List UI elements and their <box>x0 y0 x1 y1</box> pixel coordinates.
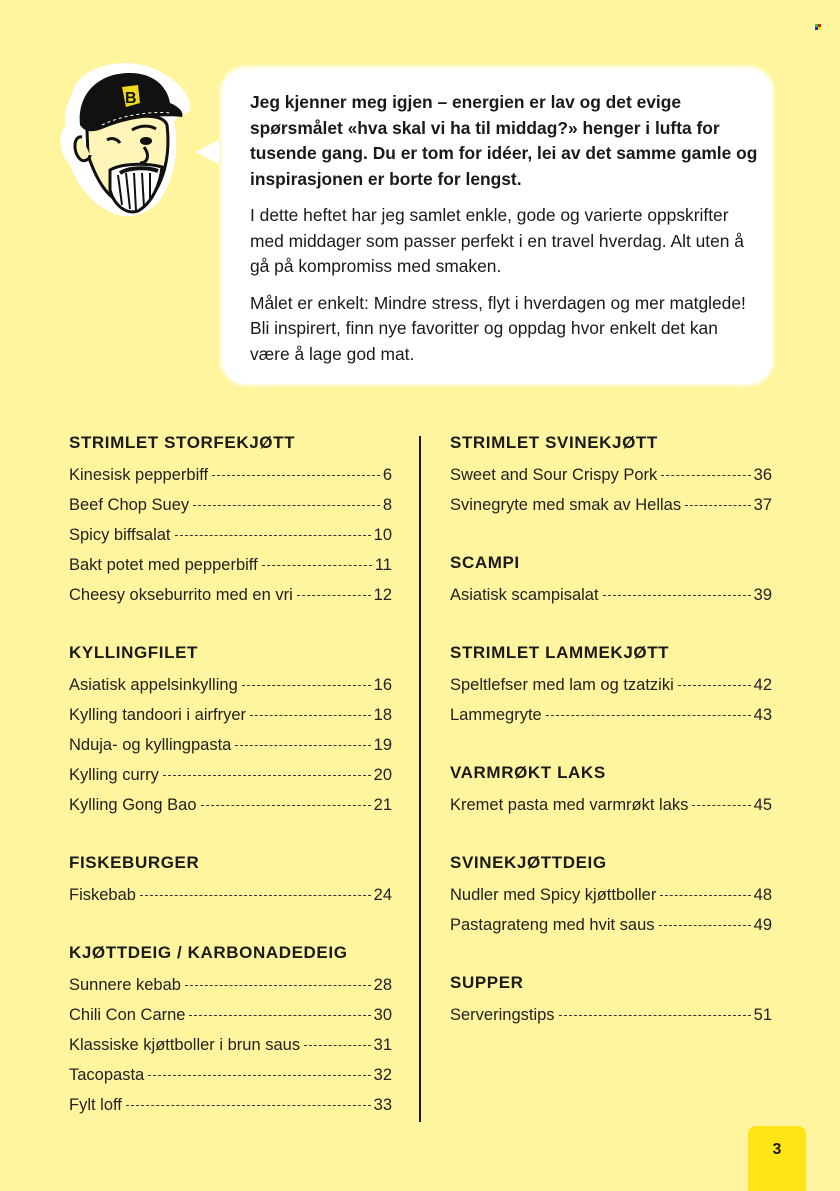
toc-entry-page: 24 <box>373 886 392 904</box>
toc-section-title: FISKEBURGER <box>69 853 200 872</box>
toc-entry-page: 19 <box>373 736 392 754</box>
toc-section <box>450 970 772 1030</box>
column-divider <box>419 436 421 1122</box>
toc-entry-title: Pastagrateng med hvit saus <box>450 916 655 934</box>
section-spacer <box>450 610 772 640</box>
toc-entry-page: 51 <box>753 1006 772 1024</box>
toc-entry[interactable] <box>450 880 772 910</box>
dotted-leader <box>262 565 372 566</box>
toc-entry[interactable] <box>450 1000 772 1030</box>
dotted-leader <box>546 715 751 716</box>
toc-entry[interactable] <box>69 490 392 520</box>
dotted-leader <box>685 505 751 506</box>
toc-entry-title: Kinesisk pepperbiff <box>69 466 209 484</box>
toc-entry[interactable] <box>69 1060 392 1090</box>
toc-entry-title: Sunnere kebab <box>69 976 181 994</box>
toc-entry-title: Asiatisk appelsinkylling <box>69 676 238 694</box>
intro-paragraph-1: Jeg kjenner meg igjen – energien er lav og det evige spørsmålet «hva skal vi ha til middag?» henger i lufta for tusende gang. Du er tom for idéer, lei av det samme gamle og inspirasjonen er borte for lengst. <box>250 92 758 189</box>
toc-entry-page: 33 <box>373 1096 392 1114</box>
dotted-leader <box>659 925 751 926</box>
toc-section <box>450 550 772 610</box>
toc-entry-title: Cheesy okseburrito med en vri <box>69 586 293 604</box>
dotted-leader <box>140 895 371 896</box>
toc-entry-page: 6 <box>382 466 392 484</box>
toc-entry-page: 43 <box>753 706 772 724</box>
toc-entry-title: Kremet pasta med varmrøkt laks <box>450 796 689 814</box>
section-spacer <box>69 820 392 850</box>
toc-entry-page: 8 <box>382 496 392 514</box>
intro-paragraph-2: I dette heftet har jeg samlet enkle, gode og varierte oppskrifter med middager som passer perfekt i en travel hverdag. Alt uten å gå på kompromiss med smaken. <box>250 205 744 276</box>
toc-entry-page: 20 <box>373 766 392 784</box>
dotted-leader <box>235 745 370 746</box>
toc-entry-title: Speltlefser med lam og tzatziki <box>450 676 674 694</box>
toc-section-title: STRIMLET STORFEKJØTT <box>69 433 296 452</box>
toc-section-title: SCAMPI <box>450 553 520 572</box>
toc-entry[interactable] <box>450 790 772 820</box>
toc-section-title: KYLLINGFILET <box>69 643 199 662</box>
toc-entry-page: 39 <box>753 586 772 604</box>
dotted-leader <box>163 775 371 776</box>
toc-entry-page: 37 <box>753 496 772 514</box>
section-spacer <box>450 520 772 550</box>
toc-entry-page: 32 <box>373 1066 392 1084</box>
toc-entry-page: 11 <box>374 556 392 574</box>
cap-letter: B <box>125 90 137 107</box>
toc-entry-title: Bakt potet med pepperbiff <box>69 556 258 574</box>
speech-bubble <box>222 68 772 384</box>
toc-section-title: STRIMLET LAMMEKJØTT <box>450 643 670 662</box>
toc-entry-title: Kylling tandoori i airfryer <box>69 706 246 724</box>
toc-entry-page: 49 <box>753 916 772 934</box>
toc-entry-page: 42 <box>753 676 772 694</box>
section-spacer <box>69 910 392 940</box>
section-spacer <box>450 820 772 850</box>
toc-entry-title: Kylling Gong Bao <box>69 796 197 814</box>
toc-entry-title: Svinegryte med smak av Hellas <box>450 496 682 514</box>
toc-section <box>450 640 772 730</box>
toc-entry-page: 16 <box>373 676 392 694</box>
dotted-leader <box>148 1075 370 1076</box>
toc-section <box>69 640 392 820</box>
toc-left-column <box>69 430 392 1120</box>
toc-entry[interactable] <box>69 550 392 580</box>
page-number-badge: 3 <box>748 1126 806 1191</box>
chef-avatar-illustration <box>52 55 192 220</box>
toc-entry[interactable] <box>69 580 392 610</box>
toc-entry[interactable] <box>69 1090 392 1120</box>
toc-entry[interactable] <box>69 1000 392 1030</box>
dotted-leader <box>126 1105 371 1106</box>
dotted-leader <box>185 985 371 986</box>
toc-entry-title: Serveringstips <box>450 1006 555 1024</box>
toc-entry-page: 18 <box>373 706 392 724</box>
toc-entry-title: Tacopasta <box>69 1066 145 1084</box>
dotted-leader <box>692 805 750 806</box>
toc-entry-page: 10 <box>373 526 392 544</box>
dotted-leader <box>212 475 380 476</box>
dotted-leader <box>250 715 371 716</box>
dotted-leader <box>678 685 751 686</box>
toc-entry-title: Lammegryte <box>450 706 542 724</box>
toc-section <box>450 430 772 520</box>
toc-entry[interactable] <box>69 880 392 910</box>
toc-section <box>69 430 392 610</box>
toc-entry-title: Chili Con Carne <box>69 1006 186 1024</box>
toc-entry-page: 28 <box>373 976 392 994</box>
toc-section-title: SUPPER <box>450 973 524 992</box>
toc-entry[interactable] <box>450 910 772 940</box>
toc-entry-page: 12 <box>373 586 392 604</box>
toc-entry[interactable] <box>69 670 392 700</box>
toc-entry-title: Klassiske kjøttboller i brun saus <box>69 1036 301 1054</box>
toc-entry[interactable] <box>69 1030 392 1060</box>
toc-entry-title: Spicy biffsalat <box>69 526 171 544</box>
dotted-leader <box>661 475 750 476</box>
toc-section <box>450 850 772 940</box>
dotted-leader <box>175 535 371 536</box>
dotted-leader <box>559 1015 751 1016</box>
color-registration-mark <box>815 24 821 30</box>
section-spacer <box>450 730 772 760</box>
toc-section-title: STRIMLET SVINEKJØTT <box>450 433 658 452</box>
toc-entry[interactable] <box>69 760 392 790</box>
toc-entry[interactable] <box>69 970 392 1000</box>
toc-entry[interactable] <box>450 700 772 730</box>
intro-paragraph-3: Målet er enkelt: Mindre stress, flyt i hverdagen og mer matglede! Bli inspirert, finn nye favoritter og oppdag hvor enkelt det kan være å lage god mat. <box>250 292 746 364</box>
toc-entry[interactable] <box>69 700 392 730</box>
dotted-leader <box>193 505 380 506</box>
toc-section <box>69 940 392 1120</box>
toc-entry[interactable] <box>69 520 392 550</box>
dotted-leader <box>189 1015 370 1016</box>
section-spacer <box>450 940 772 970</box>
toc-entry[interactable] <box>450 460 772 490</box>
toc-entry-title: Beef Chop Suey <box>69 496 190 514</box>
toc-section-title: VARMRØKT LAKS <box>450 763 606 782</box>
toc-section-title: SVINEKJØTTDEIG <box>450 853 607 872</box>
toc-section <box>450 760 772 820</box>
section-spacer <box>69 610 392 640</box>
toc-entry-title: Nduja- og kyllingpasta <box>69 736 232 754</box>
toc-entry-title: Asiatisk scampisalat <box>450 586 599 604</box>
toc-entry-page: 21 <box>373 796 392 814</box>
toc-entry[interactable] <box>450 580 772 610</box>
dotted-leader <box>242 685 371 686</box>
toc-entry-title: Nudler med Spicy kjøttboller <box>450 886 657 904</box>
toc-entry-page: 36 <box>753 466 772 484</box>
intro-text <box>250 90 760 378</box>
toc-entry[interactable] <box>69 730 392 760</box>
toc-entry-title: Fylt loff <box>69 1096 122 1114</box>
dotted-leader <box>297 595 371 596</box>
toc-entry-title: Sweet and Sour Crispy Pork <box>450 466 658 484</box>
dotted-leader <box>603 595 751 596</box>
toc-section-title: KJØTTDEIG / KARBONADEDEIG <box>69 943 348 962</box>
toc-entry[interactable] <box>450 490 772 520</box>
toc-section <box>69 850 392 910</box>
toc-entry-page: 31 <box>373 1036 392 1054</box>
dotted-leader <box>660 895 750 896</box>
toc-entry[interactable] <box>69 460 392 490</box>
toc-entry-page: 30 <box>373 1006 392 1024</box>
toc-right-column <box>450 430 772 1030</box>
toc-entry-title: Fiskebab <box>69 886 136 904</box>
toc-entry-page: 48 <box>753 886 772 904</box>
dotted-leader <box>201 805 371 806</box>
dotted-leader <box>304 1045 371 1046</box>
toc-entry-page: 45 <box>753 796 772 814</box>
toc-entry[interactable] <box>450 670 772 700</box>
toc-entry[interactable] <box>69 790 392 820</box>
toc-entry-title: Kylling curry <box>69 766 159 784</box>
